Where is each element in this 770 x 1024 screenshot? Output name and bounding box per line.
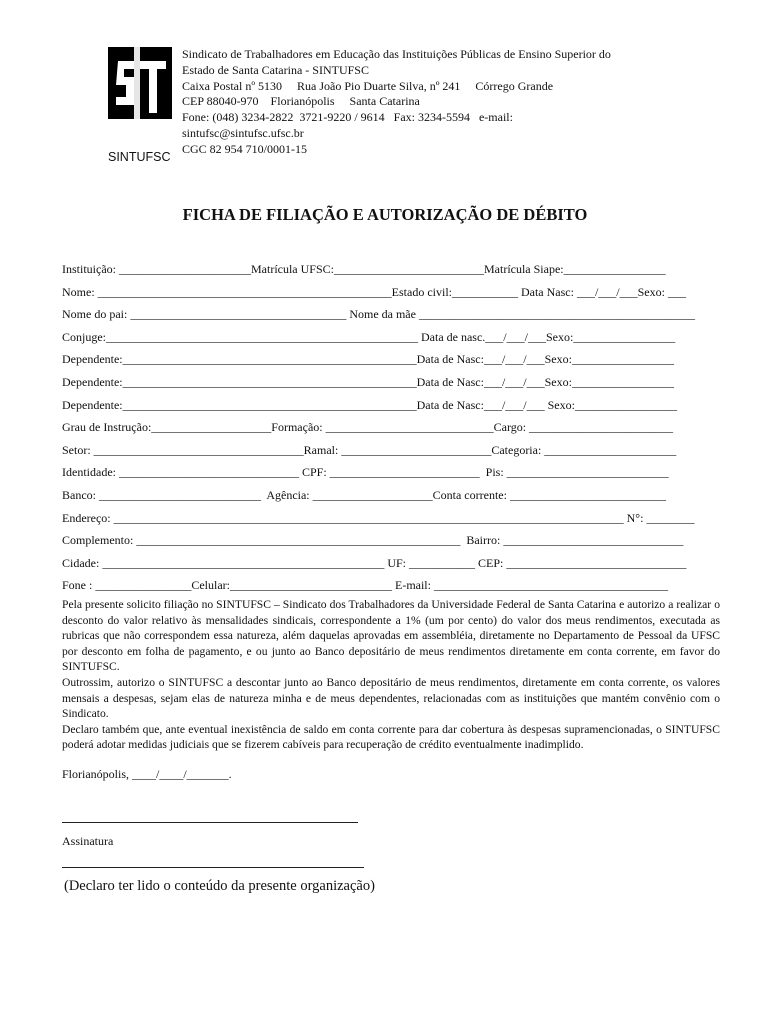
form-row-complemento[interactable]: Complemento: ______________________________________________________ Bairro: ______________________________	[62, 533, 684, 548]
form-row-instrucao[interactable]: Grau de Instrução:____________________Formação: ____________________________Cargo: ________________________	[62, 420, 674, 435]
form-row-fone[interactable]: Fone : ________________Celular:___________________________ E-mail: _______________________________________	[62, 578, 668, 593]
logo-caption: SINTUFSC	[108, 150, 171, 164]
form-row-identidade[interactable]: Identidade: ______________________________ CPF: _________________________ Pis: ___________________________	[62, 465, 669, 480]
sintufsc-logo	[108, 47, 172, 119]
form-row-dependente-3[interactable]: Dependente:_________________________________________________Data de Nasc:___/___/___ Sexo:_________________	[62, 397, 677, 412]
signature-label: Assinatura	[62, 834, 114, 848]
header-line: Sindicato de Trabalhadores em Educação das Instituições Públicas de Ensino Superior do	[182, 47, 611, 61]
form-row-pais[interactable]: Nome do pai: ____________________________________ Nome da mãe ______________________________________________	[62, 307, 695, 322]
header-line: sintufsc@sintufsc.ufsc.br	[182, 125, 304, 140]
organization-header	[182, 47, 611, 158]
header-line: CEP 88040-970 Florianópolis Santa Catarina	[182, 94, 420, 109]
date-line[interactable]: Florianópolis, ____/____/_______.	[62, 767, 232, 781]
form-row-banco[interactable]: Banco: ___________________________ Agência: ____________________Conta corrente: __________________________	[62, 487, 666, 502]
paragraph: Outrossim, autorizo o SINTUFSC a descontar junto ao Banco depositário de meus rendimentos, diretamente em conta corrente, os valores mensais a despesas, sejam elas de natureza minha e de meus dependentes, relacionadas com as instituições que mantém convênio com o Sindicato.	[62, 675, 720, 721]
authorization-text	[62, 597, 720, 753]
form-row-cidade[interactable]: Cidade: _______________________________________________ UF: ___________ CEP: ______________________________	[62, 555, 687, 570]
header-line: Estado de Santa Catarina - SINTUFSC	[182, 62, 369, 77]
form-row-dependente-1[interactable]: Dependente:_________________________________________________Data de Nasc:___/___/___Sexo:_________________	[62, 352, 674, 367]
form-row-instituicao[interactable]: Instituição: ______________________Matrícula UFSC:_________________________Matrícula Siape:_________________	[62, 262, 666, 276]
form-row-setor[interactable]: Setor: ___________________________________Ramal: _________________________Categoria: ______________________	[62, 442, 677, 457]
form-title: FICHA DE FILIAÇÃO E AUTORIZAÇÃO DE DÉBITO	[182, 205, 588, 224]
header-line: CGC 82 954 710/0001-15	[182, 141, 308, 156]
paragraph: Declaro também que, ante eventual inexistência de saldo em conta corrente para dar cobertura às despesas supramencionadas, o SINTUFSC poderá adotar medidas judiciais que se fizerem cabíveis para recuperação de crédito eventualmente inadimplido.	[62, 722, 720, 752]
header-line: Fone: (048) 3234-2822 3721-9220 / 9614 Fax: 3234-5594 e-mail:	[182, 110, 513, 125]
form-row-conjuge[interactable]: Conjuge:____________________________________________________ Data de nasc.___/___/___Sexo:_________________	[62, 329, 676, 344]
paragraph: Pela presente solicito filiação no SINTUFSC – Sindicato dos Trabalhadores da Universidade Federal de Santa Catarina e autorizo a realizar o desconto do valor relativo às mensalidades sindicais, correspondente a 1% (um por cento) do valor dos meus rendimentos, executada as rubricas que não correspondem essa natureza, além daquelas aprovadas em assembléia, diretamente no Departamento de Pessoal da UFSC por desconto em folha de pagamento, e ou junto ao Banco depositário de meus rendimentos diretamente em conta corrente, em favor do SINTUFSC.	[62, 598, 720, 674]
form-row-dependente-2[interactable]: Dependente:_________________________________________________Data de Nasc:___/___/___Sexo:_________________	[62, 374, 674, 389]
form-row-endereco[interactable]: Endereço: _____________________________________________________________________________________ N°: ________	[62, 510, 695, 525]
declaration-signature-line[interactable]	[62, 867, 364, 868]
declaration-text: (Declaro ter lido o conteúdo da presente organização)	[64, 878, 375, 894]
signature-line[interactable]	[62, 822, 358, 823]
form-row-nome[interactable]: Nome: _________________________________________________Estado civil:___________ Data Nasc: ___/___/___Sexo: ___	[62, 284, 686, 299]
membership-form	[62, 261, 717, 600]
header-line: Caixa Postal nº 5130 Rua João Pio Duarte Silva, nº 241 Córrego Grande	[182, 78, 554, 93]
